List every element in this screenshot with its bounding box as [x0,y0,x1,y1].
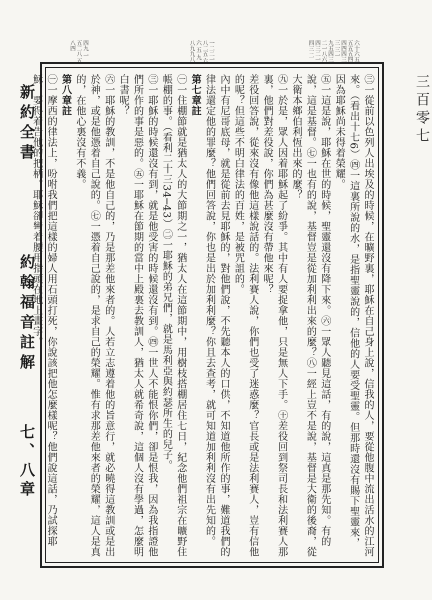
body-text [30,74,374,558]
text-line: 差役回答說，從來沒有像他這樣說話的。法利賽人說，你們也受了迷惑麼？官長或是法利賽人，豈有信他的呢？但這些不明白律法的百姓，是被咒詛的。 [232,74,258,557]
text-line: ㊄一這是說，耶穌在世的時候，聖靈還沒有降下來。㊅一眾人聽見這話，有的說，這真是那先知。有的說，這是基督。㊆一也有的說，基督豈是從加利利出來的麼？㊇一經上豈不是說，基督是大衛的後裔，從大衛本鄉伯利恆出來的麼？ [289,74,330,557]
text-line: ㊈一於是，眾人因着耶穌起了紛爭。其中有人要捉拿他，只是無人下手。㊉差役回到祭司長和法利賽人那裏，他們對差役說，你們為甚麼沒有帶他來呢？ [261,74,287,557]
chapter-7-notes-heading: 第七章註 [189,74,201,116]
text-line: ㊀一摩西的律法上，吩咐我們把這樣的婦人用石頭打死，你說該把他怎麼樣呢？他們說這話，乃試探耶穌，要得着告他的把柄。耶穌卻彎着腰用指頭在地上畫字。 [30,74,57,547]
reference-band-far: 四九 一 五二八 五八四 [69,40,88,64]
chapter-8-notes-heading: 第八章註 [59,74,71,116]
page [14,22,430,586]
book-subtitle: 約翰福音註解 [18,254,36,374]
reference-band-left: 一二二一 八二五 六六 五 九 八九九八 [188,40,214,64]
reference-band-right: 六十六五五五五四四四四三三 三一 九五四三二一八六四三二一四三 二 [307,40,359,62]
text-line: ㊂一從前以色列人出埃及的時候，在曠野裏，耶穌在自己身上說，信我的人，要從他腹中流出活水的江河來。（看出十七6）㊃一這裏所說的水，是指聖靈說的，信他的人要受聖靈。但那時還沒有賜下聖靈來，因為耶穌尚未得着榮耀。 [333,74,373,557]
text-line: 內中有尼哥底母，就是從前去見耶穌的，對他們說，不先聽本人的口供，不知道他所作的事，難道我們的律法還定他的罪麼？他們回答說，你也是出於加利利麼？你且去查考，就可知道加利利沒有出先知的。 [203,74,229,557]
book-title: 新約全書 [18,84,36,164]
text-line: ㊅一耶穌的教訓，不是他自己的，乃是那差他來者的。人若立志遵着他的旨意行，就必曉得這教訓或是出於神，或是他憑着自己說的。㊆一憑着自己說的，是求自己的榮耀。惟有求那差他來者的榮耀，這人是真的，在他心裏沒有不義。 [73,74,114,557]
text-line: ㊂一耶穌的時候還沒有到，就是他受害的時候還沒有到。㊃一世人不能恨你們，卻是恨我，因為我指證他們所作的事是惡的。㊄一耶穌在節期的當中上殿裏去教訓人，猶太人就希奇說，這個人沒有學過，怎麼明白書呢？ [117,74,157,557]
chapter-label: 七、八章 [18,424,36,500]
page-number: 三百零七 [414,74,430,146]
text-line: ㊀一住棚節就是猶太人的大節期之一，猶太人在這節期中，用樹枝搭棚居住七日，紀念他們祖宗在曠野住帳棚的事。（看利二十三34─43）㊁一耶穌的弟兄們，就是馬利亞與約瑟所生的兒子。 [160,74,186,557]
